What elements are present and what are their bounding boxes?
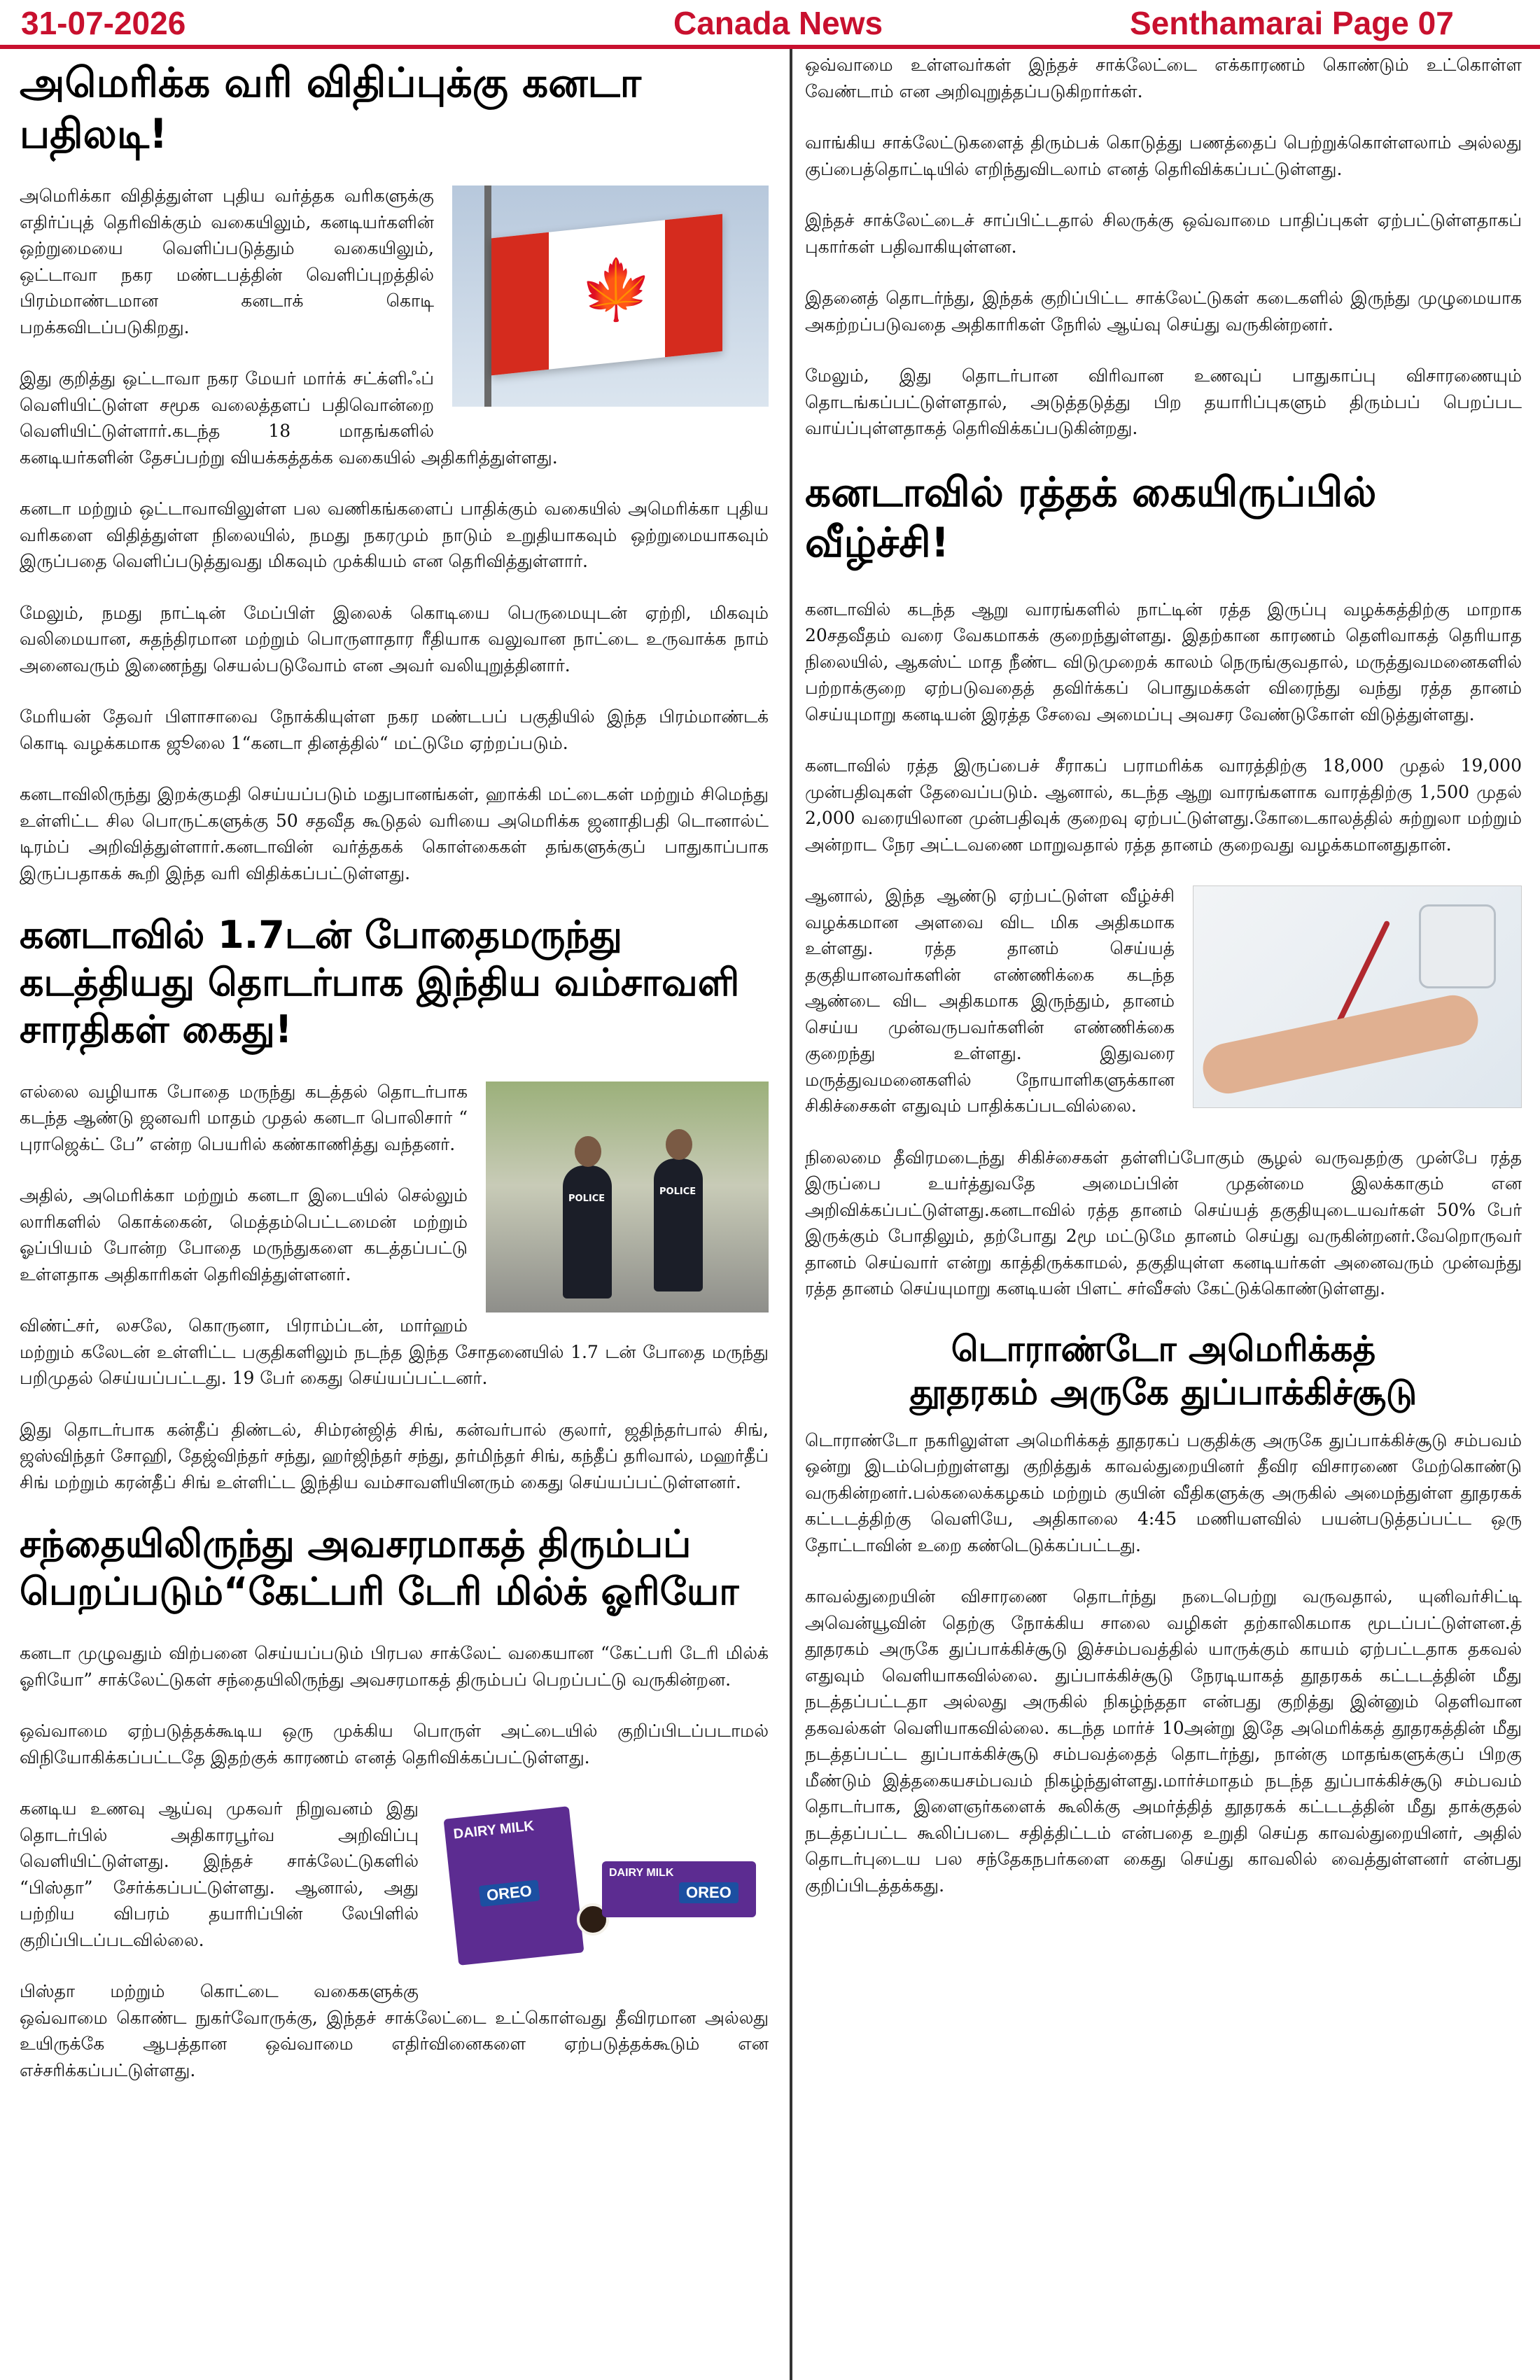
paragraph: கனடாவிலிருந்து இறக்குமதி செய்யப்படும் மதுபானங்கள், ஹாக்கி மட்டைகள் மற்றும் சிமெந்து உள்ளிட்ட சில பொருட்களுக்கு 50 சதவீத கூடுதல் வரியை அமெரிக்க ஜனாதிபதி டொனால்ட் டிரம்ப் அறிவித்துள்ளார்.கனடாவின் வர்த்தகக் கொள்கைகள் தங்களுக்குப் பாதுகாப்பாக இருப்பதாகக் கூறி இந்த வரி விதிக்கப்பட்டுள்ளது. xyxy=(20,784,769,883)
chocolate-bar-icon: DAIRY MILK OREO xyxy=(602,1861,756,1917)
canada-flag-photo xyxy=(452,186,769,407)
article-title xyxy=(805,1327,1522,1415)
publication-page: Senthamarai Page 07 xyxy=(1130,5,1454,41)
canada-flag-icon xyxy=(491,214,722,376)
paragraph: வாங்கிய சாக்லேட்டுகளைத் திரும்பக் கொடுத்து பணத்தைப் பெற்றுக்கொள்ளலாம் அல்லது குப்பைத்தொட்டியில் எறிந்துவிடலாம் எனத் தெரிவிக்கப்பட்டுள்ளது. xyxy=(805,132,1522,179)
paragraph: ஆனால், இந்த ஆண்டு ஏற்பட்டுள்ள வீழ்ச்சி வழக்கமான அளவை விட மிக அதிகமாக உள்ளது. ரத்த தானம் செய்யத் தகுதியானவர்களின் எண்ணிக்கை கடந்த ஆண்டை விட அதிகமாக இருந்தும், தானம் செய்ய முன்வருபவர்களின் எண்ணிக்கை குறைந்து உள்ளது. இதுவரை மருத்துவமனைகளில் நோயாளிகளுக்கான சிகிச்சைகள் எதுவும் பாதிக்கப்படவில்லை. xyxy=(805,886,1175,1116)
column-divider xyxy=(790,49,792,2380)
article-chocolate xyxy=(20,1520,769,2083)
article-title: அமெரிக்க வரி விதிப்புக்கு கனடா பதிலடி! xyxy=(20,59,641,158)
article-toronto xyxy=(805,1327,1522,1899)
issue-date: 31-07-2026 xyxy=(21,5,186,41)
left-column xyxy=(20,52,769,2373)
chocolate-photo xyxy=(437,1798,769,1972)
paragraph: காவல்துறையின் விசாரணை தொடர்ந்து நடைபெற்று வருவதால், யுனிவர்சிட்டி அவென்யூவின் தெற்கு நோக்கிய சாலை வழிகள் தற்காலிகமாக மூடப்பட்டுள்ளன.த் தூதரகம் அருகே துப்பாக்கிச்சூடு இச்சம்பவத்தில் யாருக்கும் காயம் ஏற்பட்டதாக தகவல் எதுவும் வெளியாகவில்லை. துப்பாக்கிச்சூடு நேரடியாகத் தூதரகக் கட்டடத்தின் மீது நடத்தப்பட்டதா அல்லது அருகில் நிகழ்ந்ததா என்பது குறித்து இன்னும் தெளிவான தகவல்கள் வெளியாகவில்லை. கடந்த மார்ச் 10அன்று இதே அமெரிக்கத் தூதரகத்தின் மீது நடத்தப்பட்ட துப்பாக்கிச்சூடு சம்பவத்தைத் தொடர்ந்து, நான்கு மாதங்களுக்குப் பிறகு மீண்டும் இத்தகையசம்பவம் நிகழ்ந்துள்ளது.மார்ச்மாதம் நடந்த துப்பாக்கிச்சூடு சம்பவம் தொடர்பாக, இளைஞர்களைக் கூலிக்கு அமர்த்தித் தூதரகக் கட்டடத்தின் மீது தாக்குதல் நடத்தப்பட்ட கூலிப்படை சதித்திட்டம் என்பதை உறுதி செய்த காவல்துறையினர், அதில் தொடர்புடைய பல சந்தேகநபர்களை கைது செய்து காவலில் வைத்துள்ளனர் என்பது குறிப்பிடத்தக்கது. xyxy=(805,1586,1522,1896)
article-blood xyxy=(805,467,1522,1302)
paragraph: எல்லை வழியாக போதை மருந்து கடத்தல் தொடர்பாக கடந்த ஆண்டு ஜனவரி மாதம் முதல் கனடா பொலிசார் “ புராஜெக்ட் பே” என்ற பெயரில் கண்காணித்து வந்தனர். xyxy=(20,1081,468,1154)
flag-pole xyxy=(484,186,491,407)
police-photo xyxy=(486,1082,769,1312)
article-title: சந்தையிலிருந்து அவசரமாகத் திரும்பப் பெறப்படும்“கேட்பரி டேரி மில்க் ஓரியோ xyxy=(20,1522,739,1614)
header-rule xyxy=(0,45,1540,49)
paragraph: டொராண்டோ நகரிலுள்ள அமெரிக்கத் தூதரகப் பகுதிக்கு அருகே துப்பாக்கிச்சூடு சம்பவம் ஒன்று இடம்பெற்றுள்ளது குறித்துக் காவல்துறையினர் தீவிர விசாரணை மேற்கொண்டு வருகின்றனர்.பல்கலைக்கழகம் மற்றும் குயின் வீதிகளுக்கு அருகில் அமைந்துள்ள தூதரகக் கட்டடத்திற்கு வெளியே, அதிகாலை 4:45 மணியளவில் பயன்படுத்தப்பட்ட ஒரு தோட்டாவின் உறை கண்டெடுக்கப்பட்டது. xyxy=(805,1429,1522,1555)
paragraph: கனடிய உணவு ஆய்வு முகவர் நிறுவனம் இது தொடர்பில் அதிகாரபூர்வ அறிவிப்பு வெளியிட்டுள்ளது. இந்தச் சாக்லேட்டுகளில் “பிஸ்தா” சேர்க்கப்பட்டுள்ளது. ஆனால், அது பற்றிய விபரம் தயாரிப்பின் லேபிளில் குறிப்பிடப்படவில்லை. xyxy=(20,1798,419,1950)
article-chocolate-continued xyxy=(805,52,1522,442)
article-title: கனடாவில் ரத்தக் கையிருப்பில் வீழ்ச்சி! xyxy=(805,468,1377,566)
paragraph: கனடா மற்றும் ஒட்டாவாவிலுள்ள பல வணிகங்களைப் பாதிக்கும் வகையில் அமெரிக்கா புதிய வரிகளை விதித்துள்ள நிலையில், நமது நகரமும் நாடும் உறுதியாகவும் ஒற்றுமையாகவும் இருப்பதை வெளிப்படுத்துவது மிகவும் முக்கியம் என தெரிவித்துள்ளார். xyxy=(20,498,769,571)
paragraph: ஒவ்வாமை ஏற்படுத்தக்கூடிய ஒரு முக்கிய பொருள் அட்டையில் குறிப்பிடப்படாமல் விநியோகிக்கப்பட்டதே இதற்குக் காரணம் எனத் தெரிவிக்கப்பட்டுள்ளது. xyxy=(20,1721,769,1768)
page-header xyxy=(0,0,1540,48)
police-officer-icon: POLICE xyxy=(654,1158,703,1292)
paragraph: அமெரிக்கா விதித்துள்ள புதிய வர்த்தக வரிகளுக்கு எதிர்ப்புத் தெரிவிக்கும் வகையிலும், கனடியர்களின் ஒற்றுமையை வெளிப்படுத்தும் வகையிலும், ஒட்டாவா நகர மண்டபத்தின் வெளிப்புறத்தில் பிரம்மாண்டமான கனடாக் கொடி பறக்கவிடப்படுகிறது. xyxy=(20,186,434,337)
right-column xyxy=(805,52,1522,2373)
article-drugs xyxy=(20,911,769,1495)
blood-donation-photo xyxy=(1193,886,1522,1108)
paragraph: கனடா முழுவதும் விற்பனை செய்யப்படும் பிரபல சாக்லேட் வகையான “கேட்பரி டேரி மில்க் ஓரியோ” சாக்லேட்டுகள் சந்தையிலிருந்து அவசரமாகத் திரும்பப் பெறப்பட்டு வருகின்றன. xyxy=(20,1643,769,1690)
article-tariff xyxy=(20,57,769,886)
article-title: கனடாவில் 1.7டன் போதைமருந்து கடத்தியது தொடர்பாக இந்திய வம்சாவளி சாரதிகள் கைது! xyxy=(20,913,740,1051)
paragraph: இது குறித்து ஒட்டாவா நகர மேயர் மார்க் சட்க்ளிஃப் வெளியிட்டுள்ள சமூக வலைத்தளப் பதிவொன்றை வெளியிட்டுள்ளார்.கடந்த 18 மாதங்களில் கனடியர்களின் தேசப்பற்று வியக்கத்தக்க வகையில் அதிகரித்துள்ளது. xyxy=(20,368,558,468)
paragraph: விண்ட்சர், லசலே, கொருனா, பிராம்ப்டன், மார்ஹம் மற்றும் கலேடன் உள்ளிட்ட பகுதிகளிலும் நடந்த இந்த சோதனையில் 1.7 டன் போதை மருந்து பறிமுதல் செய்யப்பட்டது. 19 பேர் கைது செய்யப்பட்டனர். xyxy=(20,1315,769,1388)
paragraph: இந்தச் சாக்லேட்டைச் சாப்பிட்டதால் சிலருக்கு ஒவ்வாமை பாதிப்புகள் ஏற்பட்டுள்ளதாகப் புகார்கள் பதிவாகியுள்ளன. xyxy=(805,210,1522,257)
paragraph: கனடாவில் கடந்த ஆறு வாரங்களில் நாட்டின் ரத்த இருப்பு வழக்கத்திற்கு மாறாக 20சதவீதம் வரை வேகமாகக் குறைந்துள்ளது. இதற்கான காரணம் தெளிவாகத் தெரியாத நிலையில், ஆகஸ்ட் மாத நீண்ட விடுமுறைக் காலம் நெருங்குவதால், மருத்துவமனைகளில் பற்றாக்குறை ஏற்படுவதைத் தவிர்க்கப் பொதுமக்கள் விரைந்து வந்து ரத்த தானம் செய்யுமாறு கனடியன் இரத்த சேவை அமைப்பு அவசர வேண்டுகோள் விடுத்துள்ளது. xyxy=(805,598,1522,724)
paragraph: பிஸ்தா மற்றும் கொட்டை வகைகளுக்கு ஒவ்வாமை கொண்ட நுகர்வோருக்கு, இந்தச் சாக்லேட்டை உட்கொள்வது தீவிரமான அல்லது உயிருக்கே ஆபத்தான ஒவ்வாமை எதிர்வினைகளை ஏற்படுத்தக்கூடும் என எச்சரிக்கப்பட்டுள்ளது. xyxy=(20,1981,769,2080)
article-title-line: தூதரகம் அருகே துப்பாக்கிச்சூடு xyxy=(909,1372,1418,1413)
chocolate-box-icon: DAIRY MILK OREO xyxy=(444,1806,584,1966)
paragraph: மேரியன் தேவர் பிளாசாவை நோக்கியுள்ள நகர மண்டபப் பகுதியில் இந்த பிரம்மாண்டக் கொடி வழக்கமாக ஜூலை 1“கனடா தினத்தில்“ மட்டுமே ஏற்றப்படும். xyxy=(20,706,769,753)
paragraph: இதனைத் தொடர்ந்து, இந்தக் குறிப்பிட்ட சாக்லேட்டுகள் கடைகளில் இருந்து முழுமையாக அகற்றப்படுவதை அதிகாரிகள் நேரில் ஆய்வு செய்து வருகின்றனர். xyxy=(805,288,1522,335)
paragraph: கனடாவில் ரத்த இருப்பைச் சீராகப் பராமரிக்க வாரத்திற்கு 18,000 முதல் 19,000 முன்பதிவுகள் தேவைப்படும். ஆனால், கடந்த ஆறு வாரங்களாக வாரத்திற்கு 1,500 முதல் 2,000 வரையிலான முன்பதிவுக் குறைவு ஏற்பட்டுள்ளது.கோடைகாலத்தில் சுற்றுலா மற்றும் அன்றாட நேர அட்டவணை மாறுவதால் ரத்த தானம் குறைவது வழக்கமானதுதான். xyxy=(805,755,1522,855)
paragraph: அதில், அமெரிக்கா மற்றும் கனடா இடையில் செல்லும் லாரிகளில் கொக்கைன், மெத்தம்பெட்டமைன் மற்றும் ஓப்பியம் போன்ற போதை மருந்துகளை கடத்தப்பட்டு உள்ளதாக அதிகாரிகள் தெரிவித்துள்ளனர். xyxy=(20,1185,468,1284)
police-officer-icon: POLICE xyxy=(563,1166,612,1298)
paragraph: மேலும், இது தொடர்பான விரிவான உணவுப் பாதுகாப்பு விசாரணையும் தொடங்கப்பட்டுள்ளதால், அடுத்தடுத்து பிற தயாரிப்புகளும் திரும்பப் பெறப்பட வாய்ப்புள்ளதாகத் தெரிவிக்கப்படுகின்றது. xyxy=(805,365,1522,438)
section-name: Canada News xyxy=(673,5,883,41)
article-title-line: டொராண்டோ அமெரிக்கத் xyxy=(951,1328,1376,1369)
arm-icon xyxy=(1198,990,1483,1098)
paragraph: இது தொடர்பாக கன்தீப் திண்டல், சிம்ரன்ஜித் சிங், கன்வர்பால் குலார், ஜதிந்தர்பால் சிங், ஜஸ்விந்தர் சோஹி, தேஜ்விந்தர் சந்து, ஹர்ஜிந்தர் சந்து, தர்மிந்தர் சிங், கந்தீப் தரிவால், மஹர்தீப் சிங் மற்றும் கரன்தீப் சிங் உள்ளிட்ட இந்திய வம்சாவளியினரும் கைது செய்யப்பட்டுள்ளனர். xyxy=(20,1419,769,1492)
paragraph: ஒவ்வாமை உள்ளவர்கள் இந்தச் சாக்லேட்டை எக்காரணம் கொண்டும் உட்கொள்ள வேண்டாம் என அறிவுறுத்தப்படுகிறார்கள். xyxy=(805,55,1522,102)
paragraph: நிலைமை தீவிரமடைந்து சிகிச்சைகள் தள்ளிப்போகும் சூழல் வருவதற்கு முன்பே ரத்த இருப்பை உயர்த்துவதே அமைப்பின் முதன்மை இலக்காகும் என அறிவிக்கப்பட்டுள்ளது.கனடாவில் ரத்த தானம் செய்யத் தகுதியுடையவர்கள் 50% பேர் இருக்கும் போதிலும், தற்போது 2மூ மட்டுமே தானம் செய்து வருகின்றனர்.வேறொருவர் தானம் செய்வார் என்று காத்திருக்காமல், தகுதியுள்ள கனடியர்கள் அனைவரும் முன்வந்து ரத்த தானம் செய்யுமாறு கனடியன் பிளட் சர்வீசஸ் கேட்டுக்கொண்டுள்ளது. xyxy=(805,1147,1522,1298)
paragraph: மேலும், நமது நாட்டின் மேப்பிள் இலைக் கொடியை பெருமையுடன் ஏற்றி, மிகவும் வலிமையான, சுதந்திரமான மற்றும் பொருளாதார ரீதியாக வலுவான நாட்டை உருவாக்க நாம் அனைவரும் இணைந்து செயல்படுவோம் என அவர் வலியுறுத்தினார். xyxy=(20,602,769,676)
maple-leaf-icon: 🍁 xyxy=(580,251,653,328)
blood-bag-icon xyxy=(1419,904,1496,988)
